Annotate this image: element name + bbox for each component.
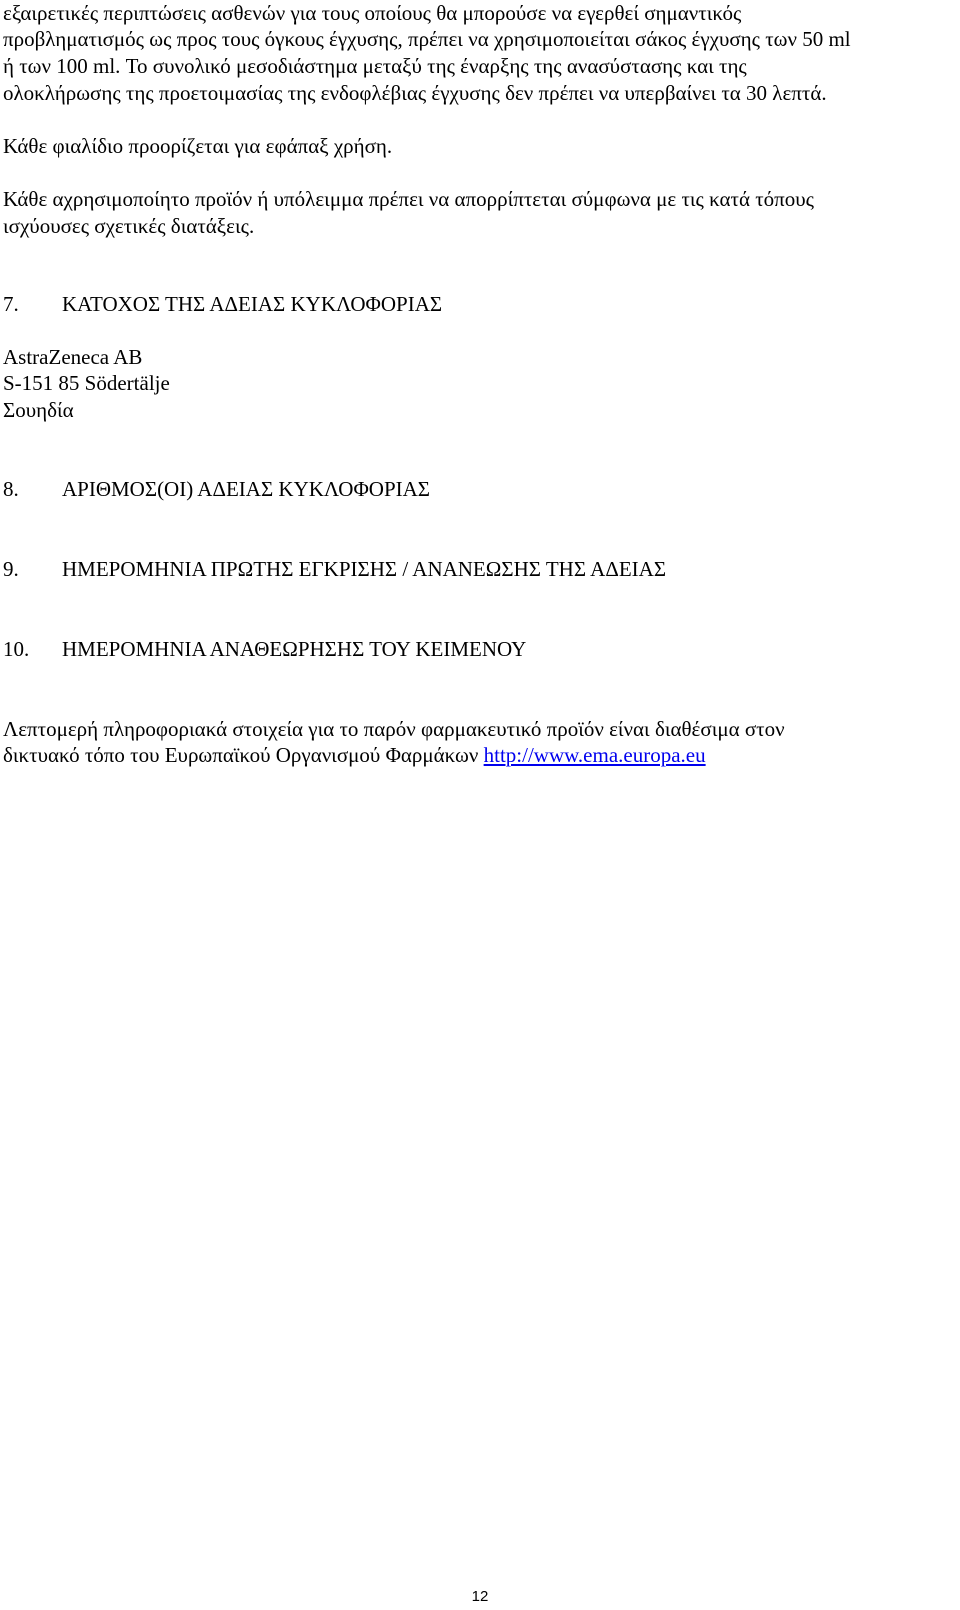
section-9-title: ΗΜΕΡΟΜΗΝΙΑ ΠΡΩΤΗΣ ΕΓΚΡΙΣΗΣ / ΑΝΑΝΕΩΣΗΣ ΤΗΣ ΑΔΕΙΑΣ [62, 557, 667, 581]
page-number: 12 [471, 1588, 489, 1605]
section-9-heading [3, 556, 666, 583]
disposal-line-1: Κάθε αχρησιμοποίητο προϊόν ή υπόλειμμα πρέπει να απορρίπτεται σύμφωνα με τις κατά τόπους [3, 187, 814, 211]
holder-country: Σουηδία [3, 398, 74, 422]
info-line-1: Λεπτομερή πληροφοριακά στοιχεία για το παρόν φαρμακευτικό προϊόν είναι διαθέσιμα στον [3, 717, 785, 741]
section-10-number: 10. [3, 637, 30, 661]
ema-website-link[interactable]: http://www.ema.europa.eu [483, 743, 706, 767]
section-7-number: 7. [3, 292, 19, 316]
section-9-number: 9. [3, 557, 19, 581]
info-line-2 [3, 742, 706, 769]
disposal-line-2: ισχύουσες σχετικές διατάξεις. [3, 214, 255, 238]
info-line-2-text: δικτυακό τόπο του Ευρωπαϊκού Οργανισμού Φαρμάκων [3, 743, 484, 767]
section-8-title: ΑΡΙΘΜΟΣ(ΟΙ) ΑΔΕΙΑΣ ΚΥΚΛΟΦΟΡΙΑΣ [62, 477, 431, 501]
section-10-heading [3, 636, 526, 663]
section-10-title: ΗΜΕΡΟΜΗΝΙΑ ΑΝΑΘΕΩΡΗΣΗΣ ΤΟΥ ΚΕΙΜΕΝΟΥ [62, 637, 527, 661]
section-7-heading [3, 291, 442, 318]
intro-line-1: εξαιρετικές περιπτώσεις ασθενών για τους οποίους θα μπορούσε να εγερθεί σημαντικός [3, 1, 742, 25]
intro-line-4: ολοκλήρωσης της προετοιμασίας της ενδοφλέβιας έγχυσης δεν πρέπει να υπερβαίνει τα 30 λεπτά. [3, 81, 827, 105]
holder-address: S-151 85 Södertälje [3, 371, 170, 395]
section-8-number: 8. [3, 477, 19, 501]
holder-name: AstraZeneca AB [3, 345, 143, 369]
intro-line-3: ή των 100 ml. Το συνολικό μεσοδιάστημα μεταξύ της έναρξης της ανασύστασης και της [3, 54, 747, 78]
intro-line-2: προβληματισμός ως προς τους όγκους έγχυσης, πρέπει να χρησιμοποιείται σάκος έγχυσης των 50 ml [3, 27, 851, 51]
section-7-title: ΚΑΤΟΧΟΣ ΤΗΣ ΑΔΕΙΑΣ ΚΥΚΛΟΦΟΡΙΑΣ [62, 292, 443, 316]
single-use-note: Κάθε φιαλίδιο προορίζεται για εφάπαξ χρήση. [3, 134, 393, 158]
section-8-heading [3, 476, 430, 503]
